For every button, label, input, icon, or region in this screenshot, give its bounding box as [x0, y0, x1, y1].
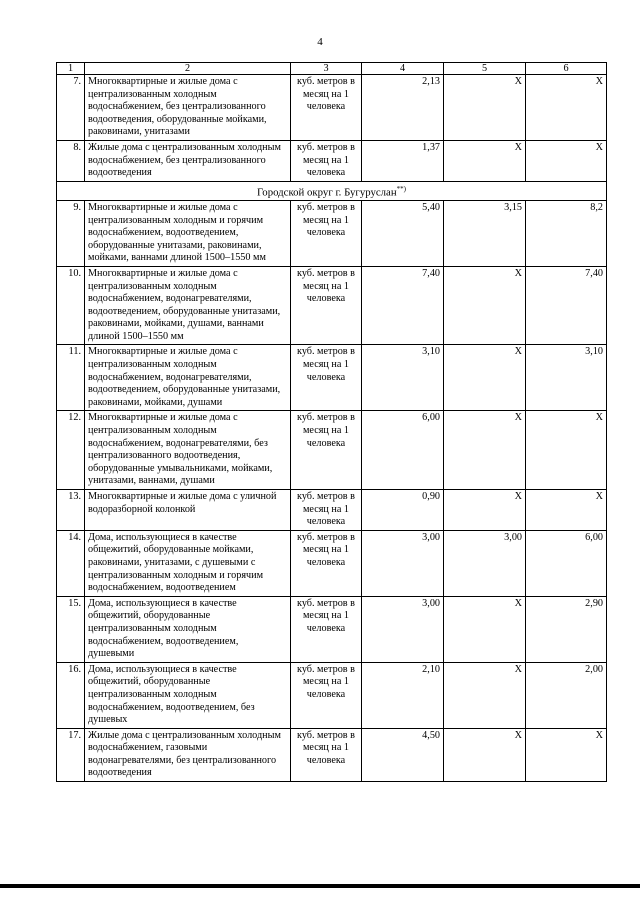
row-unit: куб. метров в месяц на 1 человека: [291, 728, 362, 781]
table-row: [57, 140, 607, 181]
row-value-col6: 2,00: [526, 662, 607, 728]
row-number: 9.: [57, 200, 85, 266]
row-value-col4: 5,40: [362, 200, 444, 266]
row-unit: куб. метров в месяц на 1 человека: [291, 200, 362, 266]
row-unit: куб. метров в месяц на 1 человека: [291, 596, 362, 662]
row-value-col6: 7,40: [526, 266, 607, 345]
bottom-rule: [0, 884, 640, 888]
row-unit: куб. метров в месяц на 1 человека: [291, 266, 362, 345]
row-value-col6: X: [526, 490, 607, 531]
norms-table-body: [57, 63, 607, 782]
row-number: 16.: [57, 662, 85, 728]
row-description: Дома, использующиеся в качестве общежитий, оборудованные централизованным холодным водоснабжением, водоотведением, без душевых: [85, 662, 291, 728]
row-value-col4: 6,00: [362, 411, 444, 490]
row-value-col5: 3,00: [444, 530, 526, 596]
row-value-col6: 6,00: [526, 530, 607, 596]
section-footnote-mark: **): [396, 184, 406, 193]
row-value-col6: 2,90: [526, 596, 607, 662]
table-row: [57, 266, 607, 345]
row-number: 17.: [57, 728, 85, 781]
row-unit: куб. метров в месяц на 1 человека: [291, 345, 362, 411]
row-value-col4: 2,10: [362, 662, 444, 728]
row-unit: куб. метров в месяц на 1 человека: [291, 411, 362, 490]
row-value-col5: X: [444, 266, 526, 345]
row-description: Многоквартирные и жилые дома с централизованным холодным водоснабжением, водонагревателями, без централизованного водоотведения, оборудованные умывальниками, мойками, унитазами, ваннами, душами: [85, 411, 291, 490]
row-value-col5: X: [444, 140, 526, 181]
row-unit: куб. метров в месяц на 1 человека: [291, 75, 362, 141]
table-row: [57, 662, 607, 728]
table-row: [57, 530, 607, 596]
row-description: Дома, использующиеся в качестве общежитий, оборудованные мойками, раковинами, унитазами, с душевыми с централизованным холодным и горячим водоснабжением, водоотведением: [85, 530, 291, 596]
row-value-col6: X: [526, 75, 607, 141]
row-description: Многоквартирные и жилые дома с централизованным холодным водоснабжением, водонагревателями, водоотведением, оборудованные унитазами, раковинами, мойками, душами: [85, 345, 291, 411]
table-row: [57, 200, 607, 266]
row-description: Многоквартирные и жилые дома с централизованным холодным и горячим водоснабжением, водоотведением, оборудованные унитазами, раковинами, мойками, ваннами длиной 1500–1550 мм: [85, 200, 291, 266]
row-value-col4: 3,10: [362, 345, 444, 411]
row-description: Жилые дома с централизованным холодным водоснабжением, без централизованного водоотведения: [85, 140, 291, 181]
row-number: 13.: [57, 490, 85, 531]
row-value-col4: 2,13: [362, 75, 444, 141]
row-description: Многоквартирные и жилые дома с централизованным холодным водоснабжением, без централизованного водоотведения, оборудованные мойками, раковинами, унитазами: [85, 75, 291, 141]
row-value-col5: X: [444, 75, 526, 141]
page-number: 4: [317, 36, 323, 48]
row-value-col6: 8,2: [526, 200, 607, 266]
row-description: Дома, использующиеся в качестве общежитий, оборудованные централизованным холодным водоснабжением, водоотведением, душевыми: [85, 596, 291, 662]
row-value-col5: X: [444, 411, 526, 490]
section-title: [57, 181, 607, 200]
table-row: [57, 411, 607, 490]
row-value-col6: X: [526, 411, 607, 490]
row-value-col4: 4,50: [362, 728, 444, 781]
row-value-col5: X: [444, 490, 526, 531]
row-value-col4: 7,40: [362, 266, 444, 345]
row-value-col4: 3,00: [362, 530, 444, 596]
row-number: 14.: [57, 530, 85, 596]
header-row: [57, 63, 607, 75]
table-row: [57, 345, 607, 411]
table-row: [57, 75, 607, 141]
table-row: [57, 728, 607, 781]
table-row: [57, 490, 607, 531]
row-unit: куб. метров в месяц на 1 человека: [291, 490, 362, 531]
row-unit: куб. метров в месяц на 1 человека: [291, 662, 362, 728]
row-number: 7.: [57, 75, 85, 141]
section-title-text: Городской округ г. Бугуруслан: [257, 186, 397, 199]
row-value-col4: 0,90: [362, 490, 444, 531]
row-value-col6: 3,10: [526, 345, 607, 411]
row-value-col4: 3,00: [362, 596, 444, 662]
row-unit: куб. метров в месяц на 1 человека: [291, 140, 362, 181]
row-value-col5: X: [444, 345, 526, 411]
row-number: 10.: [57, 266, 85, 345]
row-value-col6: X: [526, 728, 607, 781]
row-value-col4: 1,37: [362, 140, 444, 181]
row-description: Многоквартирные и жилые дома с централизованным холодным водоснабжением, водонагревателями, водоотведением, оборудованные унитазами, раковинами, мойками, душами, ваннами длиной 1500–1550 мм: [85, 266, 291, 345]
row-value-col5: X: [444, 728, 526, 781]
row-value-col5: X: [444, 662, 526, 728]
row-unit: куб. метров в месяц на 1 человека: [291, 530, 362, 596]
column-header: 3: [291, 63, 362, 75]
column-header: 2: [85, 63, 291, 75]
row-number: 12.: [57, 411, 85, 490]
section-row: [57, 181, 607, 200]
row-description: Многоквартирные и жилые дома с уличной водоразборной колонкой: [85, 490, 291, 531]
row-value-col5: X: [444, 596, 526, 662]
column-header: 1: [57, 63, 85, 75]
row-number: 15.: [57, 596, 85, 662]
column-header: 4: [362, 63, 444, 75]
column-header: 6: [526, 63, 607, 75]
column-header: 5: [444, 63, 526, 75]
norms-table: [56, 62, 607, 782]
row-description: Жилые дома с централизованным холодным водоснабжением, газовыми водонагревателями, без централизованного водоотведения: [85, 728, 291, 781]
row-number: 8.: [57, 140, 85, 181]
row-number: 11.: [57, 345, 85, 411]
row-value-col6: X: [526, 140, 607, 181]
row-value-col5: 3,15: [444, 200, 526, 266]
table-row: [57, 596, 607, 662]
